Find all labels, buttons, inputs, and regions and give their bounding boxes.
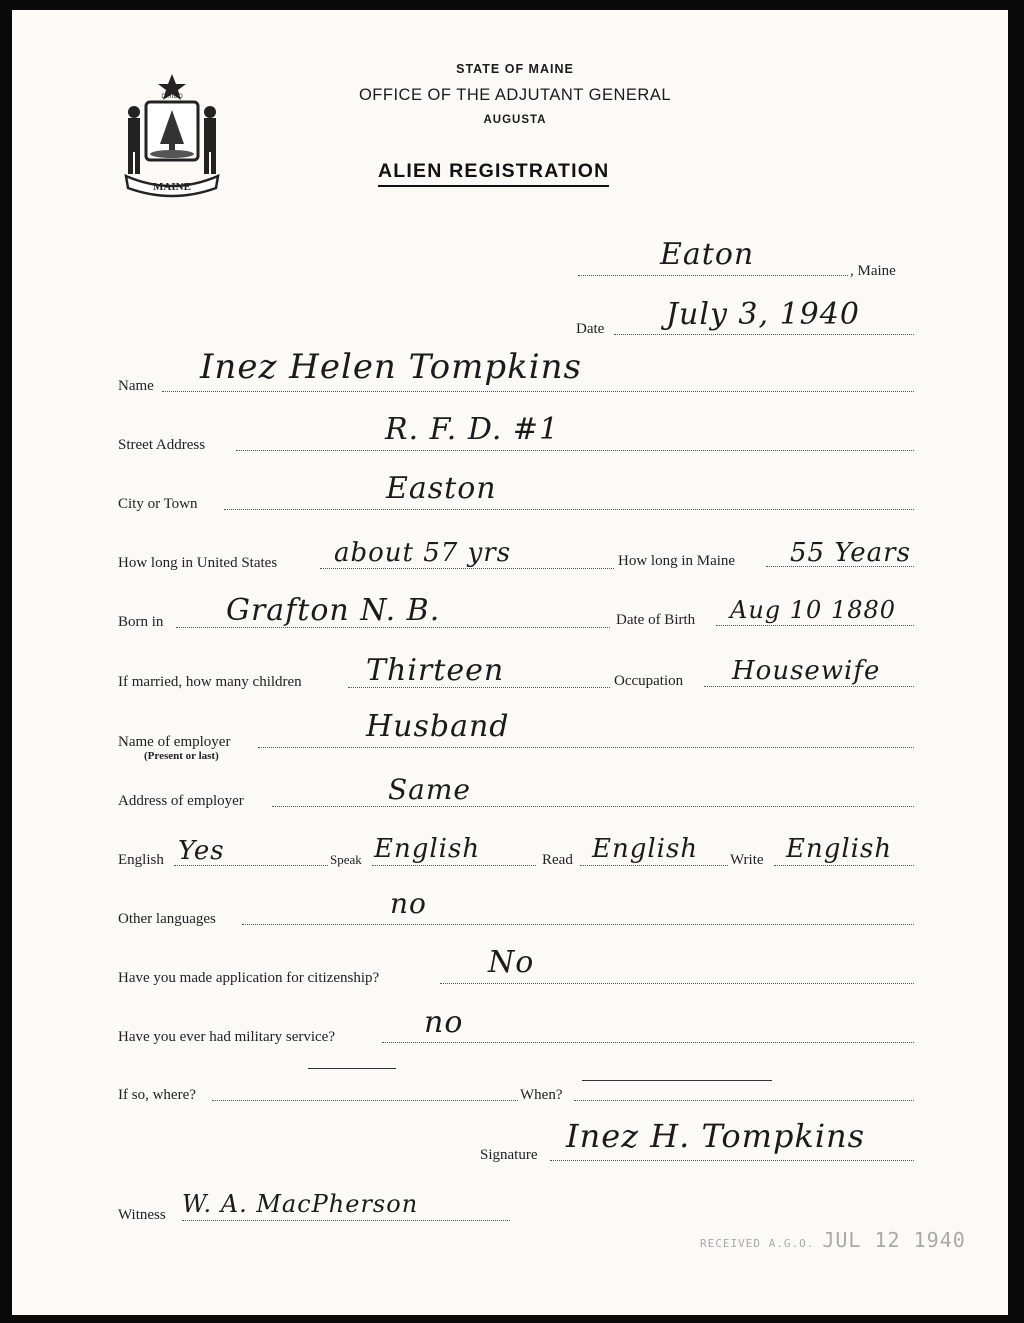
other-languages-value: no [390, 887, 427, 920]
employer-address-value: Same [388, 773, 471, 806]
write-line [774, 865, 914, 866]
how-long-maine-value: 55 Years [790, 538, 911, 568]
where-label: If so, where? [118, 1087, 196, 1103]
seal-banner: MAINE [153, 181, 191, 193]
witness-line [182, 1220, 510, 1221]
maine-label: , Maine [850, 263, 896, 279]
where-line [212, 1100, 518, 1101]
speak-line [372, 865, 536, 866]
when-label: When? [520, 1087, 563, 1103]
town-value: Eaton [660, 237, 755, 272]
citizenship-line [440, 983, 914, 984]
stamp-prefix: RECEIVED A.G.O. [700, 1237, 815, 1250]
date-of-birth-value: Aug 10 1880 [730, 596, 897, 624]
born-in-value: Grafton N. B. [226, 593, 441, 628]
military-line [382, 1042, 914, 1043]
speak-value: English [374, 834, 481, 864]
occupation-label: Occupation [614, 673, 684, 689]
children-value: Thirteen [366, 653, 505, 688]
other-languages-label: Other languages [118, 911, 216, 927]
occupation-value: Housewife [732, 656, 881, 686]
witness-label: Witness [118, 1207, 166, 1223]
citizenship-value: No [488, 945, 535, 980]
write-label: Write [730, 852, 764, 868]
employer-note: (Present or last) [144, 750, 219, 762]
name-line [162, 391, 914, 392]
citizenship-label: Have you made application for citizenship? [118, 970, 380, 986]
children-label: If married, how many children [118, 674, 302, 690]
street-address-value: R. F. D. #1 [385, 412, 560, 447]
header-state: STATE OF MAINE [456, 62, 574, 76]
date-label: Date [576, 321, 605, 337]
how-long-us-line [320, 568, 614, 569]
write-value: English [786, 834, 893, 864]
witness-value: W. A. MacPherson [182, 1190, 419, 1218]
english-value: Yes [178, 836, 225, 866]
employer-address-line [272, 806, 914, 807]
how-long-us-label: How long in United States [118, 555, 278, 571]
english-label: English [118, 852, 164, 868]
form-title: ALIEN REGISTRATION [378, 160, 609, 187]
name-label: Name [118, 378, 154, 394]
maine-state-seal [120, 72, 224, 198]
town-line [578, 275, 848, 276]
date-of-birth-line [716, 625, 914, 626]
header-office: OFFICE OF THE ADJUTANT GENERAL [358, 86, 672, 104]
when-dash [582, 1080, 772, 1081]
date-line [614, 334, 914, 335]
employer-value: Husband [366, 709, 510, 744]
street-address-line [236, 450, 914, 451]
read-value: English [592, 834, 699, 864]
military-value: no [424, 1005, 464, 1040]
employer-address-label: Address of employer [118, 793, 244, 809]
read-label: Read [542, 852, 573, 868]
signature-label: Signature [480, 1147, 538, 1163]
date-of-birth-label: Date of Birth [616, 612, 696, 628]
military-label: Have you ever had military service? [118, 1029, 335, 1045]
born-in-label: Born in [118, 614, 164, 630]
occupation-line [704, 686, 914, 687]
signature-value: Inez H. Tompkins [566, 1117, 866, 1155]
received-stamp [700, 1228, 966, 1252]
street-address-label: Street Address [118, 437, 206, 453]
city-value: Easton [386, 471, 497, 506]
read-line [580, 865, 728, 866]
employer-label: Name of employer [118, 734, 231, 750]
name-value: Inez Helen Tompkins [200, 347, 582, 387]
other-languages-line [242, 924, 914, 925]
signature-line [550, 1160, 914, 1161]
when-line [574, 1100, 914, 1101]
city-label: City or Town [118, 496, 198, 512]
stamp-date: JUL 12 1940 [822, 1228, 966, 1252]
date-value: July 3, 1940 [666, 297, 860, 332]
city-line [224, 509, 914, 510]
employer-line [258, 747, 914, 748]
header-city: AUGUSTA [483, 114, 547, 126]
where-dash [308, 1068, 396, 1069]
how-long-us-value: about 57 yrs [334, 538, 512, 568]
seal-motto: DIRIGO [161, 94, 183, 100]
how-long-maine-label: How long in Maine [618, 553, 736, 569]
speak-label: Speak [330, 852, 362, 867]
